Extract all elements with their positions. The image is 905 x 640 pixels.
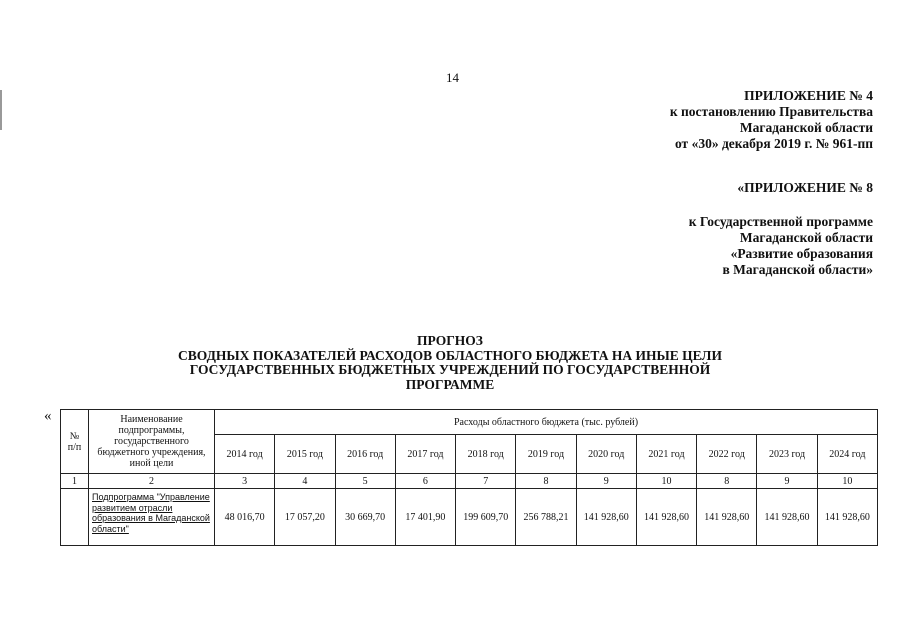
appendix-line: ПРИЛОЖЕНИЕ № 4	[744, 88, 873, 103]
row-name: Подпрограмма "Управление развитием отрасли образования в Магаданской области"	[89, 489, 215, 546]
year-header: 2015 год	[275, 435, 335, 474]
title-line: ПРОГРАММЕ	[405, 376, 495, 392]
value-cell: 30 669,70	[335, 489, 395, 546]
year-header: 2022 год	[697, 435, 757, 474]
opening-quote-mark: «	[44, 408, 52, 424]
year-header: 2014 год	[215, 435, 275, 474]
column-index-row	[61, 474, 878, 489]
value-cell: 141 928,60	[576, 489, 636, 546]
appendix-line: «Развитие образования	[730, 246, 873, 261]
column-index: 8	[516, 474, 576, 489]
appendix-line: «ПРИЛОЖЕНИЕ № 8	[737, 180, 873, 195]
header-number-cell: № п/п	[61, 410, 89, 474]
value-cell: 141 928,60	[697, 489, 757, 546]
title-line: СВОДНЫХ ПОКАЗАТЕЛЕЙ РАСХОДОВ ОБЛАСТНОГО БЮДЖЕТА НА ИНЫЕ ЦЕЛИ	[178, 347, 722, 363]
year-header: 2020 год	[576, 435, 636, 474]
appendix-subheader	[689, 180, 873, 278]
value-cell: 199 609,70	[456, 489, 516, 546]
year-header: 2021 год	[636, 435, 696, 474]
year-header: 2017 год	[395, 435, 455, 474]
title-line: ПРОГНОЗ	[417, 333, 483, 348]
column-index: 10	[636, 474, 696, 489]
value-cell: 48 016,70	[215, 489, 275, 546]
year-header: 2019 год	[516, 435, 576, 474]
year-header: 2018 год	[456, 435, 516, 474]
value-cell: 141 928,60	[636, 489, 696, 546]
column-index: 8	[697, 474, 757, 489]
year-header: 2016 год	[335, 435, 395, 474]
appendix-line: к постановлению Правительства	[669, 104, 873, 119]
column-index: 10	[817, 474, 877, 489]
value-cell: 17 401,90	[395, 489, 455, 546]
appendix-line: к Государственной программе	[688, 214, 873, 229]
year-header: 2024 год	[817, 435, 877, 474]
appendix-line: Магаданской области	[739, 230, 873, 245]
column-index: 7	[456, 474, 516, 489]
table-row	[61, 489, 878, 546]
column-index: 4	[275, 474, 335, 489]
column-index: 1	[61, 474, 89, 489]
appendix-header	[670, 88, 873, 152]
appendix-line: от «30» декабря 2019 г. № 961-пп	[674, 136, 873, 151]
column-index: 5	[335, 474, 395, 489]
header-expenses-group: Расходы областного бюджета (тыс. рублей)	[215, 410, 878, 435]
value-cell: 141 928,60	[817, 489, 877, 546]
column-index: 9	[757, 474, 817, 489]
column-index: 9	[576, 474, 636, 489]
column-index: 2	[89, 474, 215, 489]
value-cell: 17 057,20	[275, 489, 335, 546]
row-number	[61, 489, 89, 546]
document-title	[120, 334, 780, 392]
appendix-line: в Магаданской области»	[722, 262, 873, 277]
header-name-cell: Наименование подпрограммы, государственного бюджетного учреждения, иной цели	[89, 410, 215, 474]
year-header: 2023 год	[757, 435, 817, 474]
column-index: 6	[395, 474, 455, 489]
scan-margin-mark	[0, 90, 2, 130]
column-index: 3	[215, 474, 275, 489]
title-line: ГОСУДАРСТВЕННЫХ БЮДЖЕТНЫХ УЧРЕЖДЕНИЙ ПО ГОСУДАРСТВЕННОЙ	[189, 362, 711, 377]
value-cell: 256 788,21	[516, 489, 576, 546]
budget-table	[60, 409, 878, 546]
appendix-line: Магаданской области	[739, 120, 873, 135]
value-cell: 141 928,60	[757, 489, 817, 546]
page-number: 14	[446, 70, 459, 85]
